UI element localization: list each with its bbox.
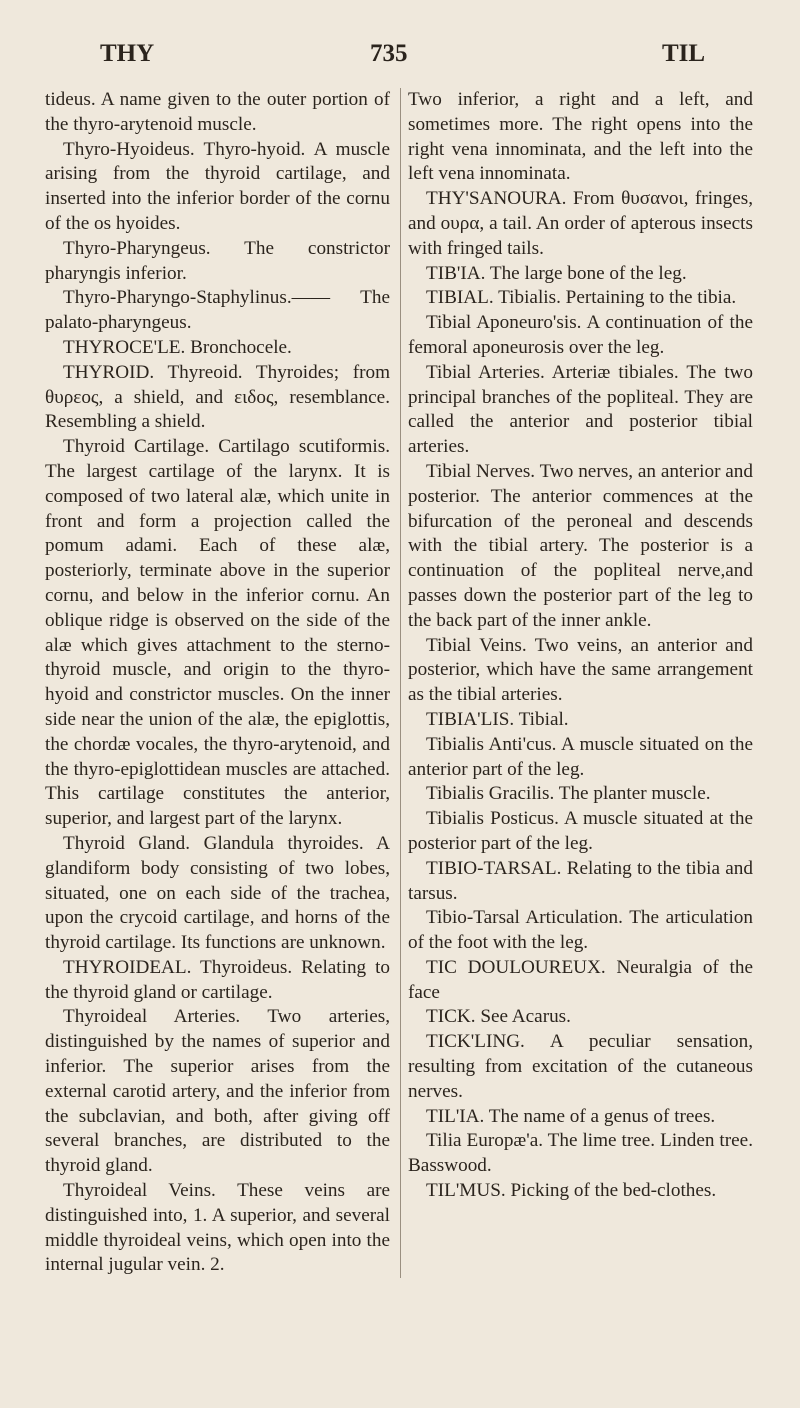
page-number: 735 [370,40,408,67]
entry: Thyro-Pharyngeus. The constrictor pharyngis inferior. [45,237,390,284]
entry: TIC DOULOUREUX. Neuralgia of the face [408,956,753,1003]
left-column [45,88,390,1278]
entry: Two inferior, a right and a left, and sometimes more. The right opens into the right vena innominata, and the left into the left vena innominata. [408,89,753,185]
entry: THYROIDEAL. Thyroideus. Relating to the thyroid gland or cartilage. [45,956,390,1003]
entry: TIL'MUS. Picking of the bed-clothes. [426,1180,717,1202]
entry: THYROID. Thyreoid. Thyroides; from θυρεος, a shield, and ειδος, resemblance. Resembling a shield. [45,361,390,433]
entry: Thyroid Cartilage. Cartilago scutiformis. The largest cartilage of the larynx. It is composed of two lateral alæ, which unite in front and form a projection called the pomum adami. Each of these alæ, posteriorly, terminate above in the superior cornu, and below in the inferior cornu. An oblique ridge is observed on the side of the alæ which gives attachment to the sterno-thyroid muscle, and origin to the thyro-hyoid and constrictor muscles. On the inner side near the union of the alæ, the epiglottis, the chordæ vocales, the thyro-arytenoid, and the thyro-epiglottidean muscles are attached. This cartilage constitutes the anterior, superior, and largest part of the larynx. [45,436,390,830]
entry: TIBIO-TARSAL. Relating to the tibia and tarsus. [408,857,753,904]
entry: Tibial Aponeuro'sis. A continuation of the femoral aponeurosis over the leg. [408,312,753,358]
entry: THYROCE'LE. Bronchocele. [63,336,292,358]
entry: Thyroideal Arteries. Two arteries, distinguished by the names of superior and inferior. The superior arises from the external carotid artery, and the inferior from the subclavian, and both, after giving off several branches, are distributed to the thyroid gland. [45,1006,390,1177]
entry: Thyro-Hyoideus. Thyro-hyoid. A muscle arising from the thyroid cartilage, and inserted into the inferior border of the cornu of the os hyoides. [45,138,390,234]
header-right-word: TIL [662,40,706,67]
entry: TIB'IA. The large bone of the leg. [426,262,687,284]
entry: Tibialis Anti'cus. A muscle situated on the anterior part of the leg. [408,733,753,780]
entry: TICK. See Acarus. [426,1006,571,1028]
entry: Tilia Europæ'a. The lime tree. Linden tree. Basswood. [408,1130,753,1177]
entry: Thyro-Pharyngo-Staphylinus.—— The palato-pharyngeus. [45,287,390,334]
entry: THY'SANOURA. From θυσανοι, fringes, and ουρα, a tail. An order of apterous insects with fringed tails. [408,188,753,259]
entry: Tibial Nerves. Two nerves, an anterior and posterior. The anterior commences at the bifurcation of the peroneal and descends with the tibial artery. The posterior is a continuation of the popliteal nerve,and passes down the posterior part of the leg to the back part of the inner ankle. [408,460,753,631]
right-column [408,88,753,1204]
entry: Tibio-Tarsal Articulation. The articulation of the foot with the leg. [408,907,753,954]
entry: TIBIAL. Tibialis. Pertaining to the tibia. [426,287,737,309]
entry: Tibial Veins. Two veins, an anterior and posterior, which have the same arrangement as the tibial arteries. [408,634,753,706]
running-header [100,40,710,80]
column-divider [400,88,401,1278]
entry: Tibialis Posticus. A muscle situated at the posterior part of the leg. [408,808,753,854]
entry: TICK'LING. A peculiar sensation, resulting from excitation of the cutaneous nerves. [408,1031,753,1102]
entry: TIL'IA. The name of a genus of trees. [426,1105,716,1127]
entry: Thyroideal Veins. These veins are distinguished into, 1. A superior, and several middle thyroideal veins, which open into the internal jugular vein. 2. [45,1180,390,1276]
header-left-word: THY [100,40,155,67]
entry: tideus. A name given to the outer portion of the thyro-arytenoid muscle. [45,89,390,135]
entry: Tibialis Gracilis. The planter muscle. [426,783,711,805]
entry: Tibial Arteries. Arteriæ tibiales. The two principal branches of the popliteal. They are called the anterior and posterior tibial arteries. [408,361,753,458]
entry: Thyroid Gland. Glandula thyroides. A glandiform body consisting of two lobes, situated, one on each side of the trachea, upon the crycoid cartilage, and horns of the thyroid cartilage. Its functions are unknown. [45,832,390,954]
entry: TIBIA'LIS. Tibial. [426,708,569,730]
